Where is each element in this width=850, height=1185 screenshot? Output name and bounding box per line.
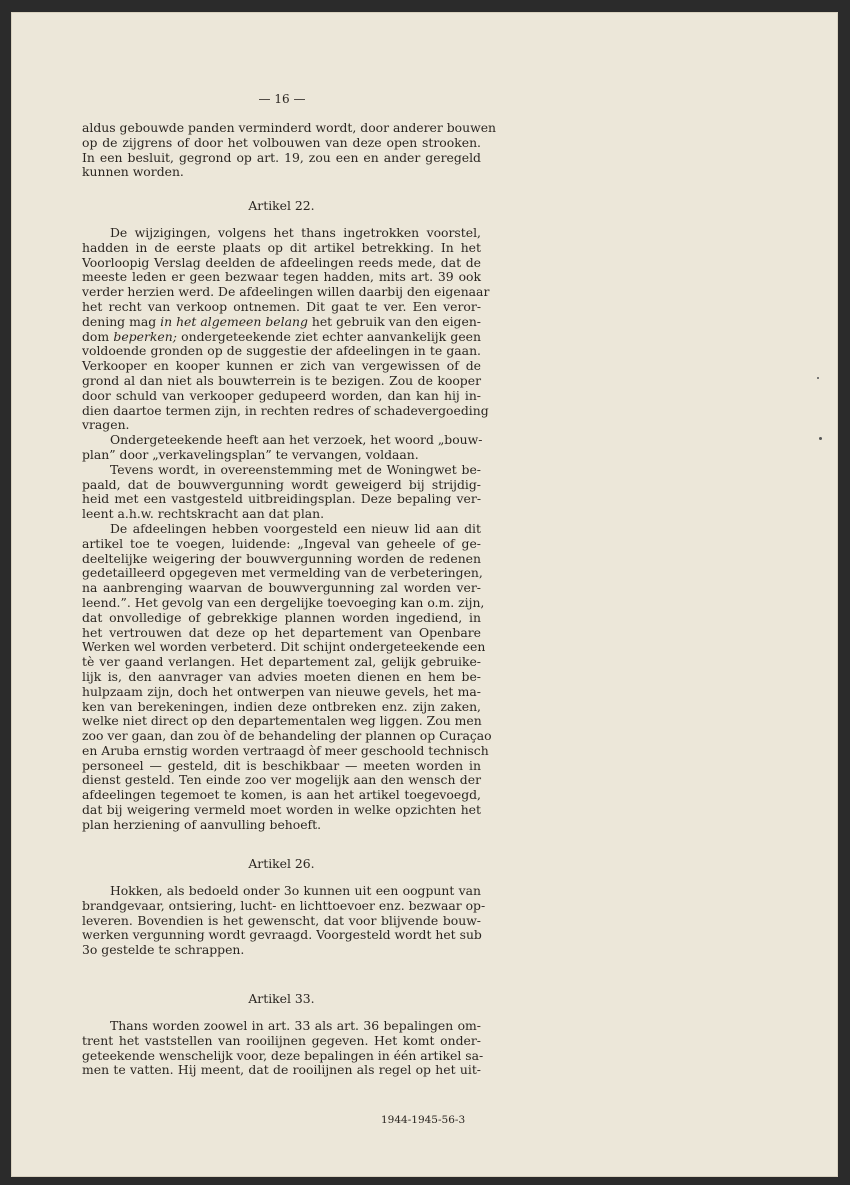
text-line: In een besluit, gegrond op art. 19, zou een en ander geregeld [82,149,481,165]
text-line: personeel — gesteld, dit is beschikbaar — meeten worden in [82,757,481,773]
text-line: voldoende gronden op de suggestie der afdeelingen in te gaan. [82,343,481,359]
text-line: Ondergeteekende heeft aan het verzoek, het woord „bouw- [110,432,483,448]
heading-artikel-26: Artikel 26. [248,856,315,871]
text-line: dat bij weigering vermeld moet worden in welke opzichten het [82,802,481,818]
text-line: deeltelijke weigering der bouwvergunning worden de redenen [82,550,481,566]
text-line: en Aruba ernstig worden vertraagd òf meer geschoold technisch [82,742,489,758]
text-line: vragen. [82,417,130,433]
text-line: het recht van verkoop ontnemen. Dit gaat te ver. Een veror- [82,298,481,314]
text-line: verder herzien werd. De afdeelingen willen daarbij den eigenaar [82,284,490,300]
text-line: meeste leden er geen bezwaar tegen hadden, mits art. 39 ook [82,269,481,285]
text-line: geteekende wenschelijk voor, deze bepalingen in één artikel sa- [82,1047,484,1063]
text-line: De wijzigingen, volgens het thans ingetrokken voorstel, [110,225,481,240]
section-artikel-33 [82,1018,484,1078]
text-line: men te vatten. Hij meent, dat de rooilijnen als regel op het uit- [82,1062,481,1078]
text-line: dien daartoe termen zijn, in rechten redres of schadevergoeding [82,402,489,418]
paper-speck [819,437,822,440]
text-line: hadden in de eerste plaats op dit artikel betrekking. In het [82,239,481,255]
heading-artikel-22: Artikel 22. [248,198,315,213]
section-artikel-22 [82,225,492,833]
text-line: kunnen worden. [82,164,184,180]
text-line: afdeelingen tegemoet te komen, is aan het artikel toegevoegd, [82,787,481,803]
text-line: dat onvolledige of gebrekkige plannen worden ingediend, in [82,609,481,625]
text-line: Voorloopig Verslag deelden de afdeelingen reeds mede, dat de [82,254,481,270]
text-line: leveren. Bovendien is het gewenscht, dat voor blijvende bouw- [82,912,481,928]
text-line: 3o gestelde te schrappen. [82,942,245,958]
text-line: Werken wel worden verbeterd. Dit schijnt ondergeteekende een [82,639,486,655]
text-line: welke niet direct op den departementalen weg liggen. Zou men [82,713,482,729]
text-line: artikel toe te voegen, luidende: „Ingeval van geheele of ge- [82,535,481,551]
text-line: plan” door „verkavelingsplan” te vervangen, voldaan. [82,446,419,462]
text-line: het vertrouwen dat deze op het departement van Openbare [82,624,481,640]
footer-document-code: 1944-1945-56-3 [381,1114,466,1126]
text-line: zoo ver gaan, dan zou òf de behandeling der plannen op Curaçao [82,728,492,744]
text-line: werken vergunning wordt gevraagd. Voorgesteld wordt het sub [82,927,482,943]
document-page [11,12,838,1177]
text-line: op de zijgrens of door het volbouwen van deze open strooken. [82,134,481,150]
section-artikel-26 [82,883,486,958]
text-line: aldus gebouwde panden verminderd wordt, door anderer bouwen [82,120,497,135]
text-line: plan herziening of aanvulling behoeft. [82,816,322,832]
heading-artikel-33: Artikel 33. [248,991,315,1006]
text-line: Hokken, als bedoeld onder 3o kunnen uit een oogpunt van [110,883,481,898]
page-number: — 16 — [258,92,306,106]
text-line: Thans worden zoowel in art. 33 als art. 36 bepalingen om- [110,1018,481,1033]
text-line: dening mag in het algemeen belang het gebruik van den eigen- [82,313,481,329]
text-line: gedetailleerd opgegeven met vermelding van de verbeteringen, [82,565,483,581]
text-line: door schuld van verkooper gedupeerd worden, dan kan hij in- [82,387,481,403]
text-line: lijk is, den aanvrager van advies moeten dienen en hem be- [82,668,481,684]
text-line: dienst gesteld. Ten einde zoo ver mogelijk aan den wensch der [82,772,481,788]
text-line: dom beperken; ondergeteekende ziet echter aanvankelijk geen [82,328,481,344]
text-line: De afdeelingen hebben voorgesteld een nieuw lid aan dit [110,520,481,536]
text-line: Tevens wordt, in overeenstemming met de Woningwet be- [110,461,481,477]
text-line: tè ver gaand verlangen. Het departement zal, gelijk gebruike- [82,654,481,670]
text-line: leend.”. Het gevolg van een dergelijke toevoeging kan o.m. zijn, [82,594,485,610]
text-line: leent a.h.w. rechtskracht aan dat plan. [82,506,325,522]
text-line: trent het vaststellen van rooilijnen gegeven. Het komt onder- [82,1032,481,1048]
text-line: na aanbrenging waarvan de bouwvergunning zal worden ver- [82,580,481,596]
paper-speck [817,377,819,379]
text-line: ken van berekeningen, indien deze ontbreken enz. zijn zaken, [82,698,481,714]
text-line: grond al dan niet als bouwterrein is te bezigen. Zou de kooper [82,372,481,388]
paragraph-top [82,120,497,180]
text-line: heid met een vastgesteld uitbreidingsplan. Deze bepaling ver- [82,491,481,507]
text-line: hulpzaam zijn, doch het ontwerpen van nieuwe gevels, het ma- [82,683,481,699]
text-line: brandgevaar, ontsiering, lucht- en lichttoevoer enz. bezwaar op- [82,897,486,913]
text-line: Verkooper en kooper kunnen er zich van vergewissen of de [82,358,481,374]
text-line: paald, dat de bouwvergunning wordt geweigerd bij strijdig- [82,476,481,492]
